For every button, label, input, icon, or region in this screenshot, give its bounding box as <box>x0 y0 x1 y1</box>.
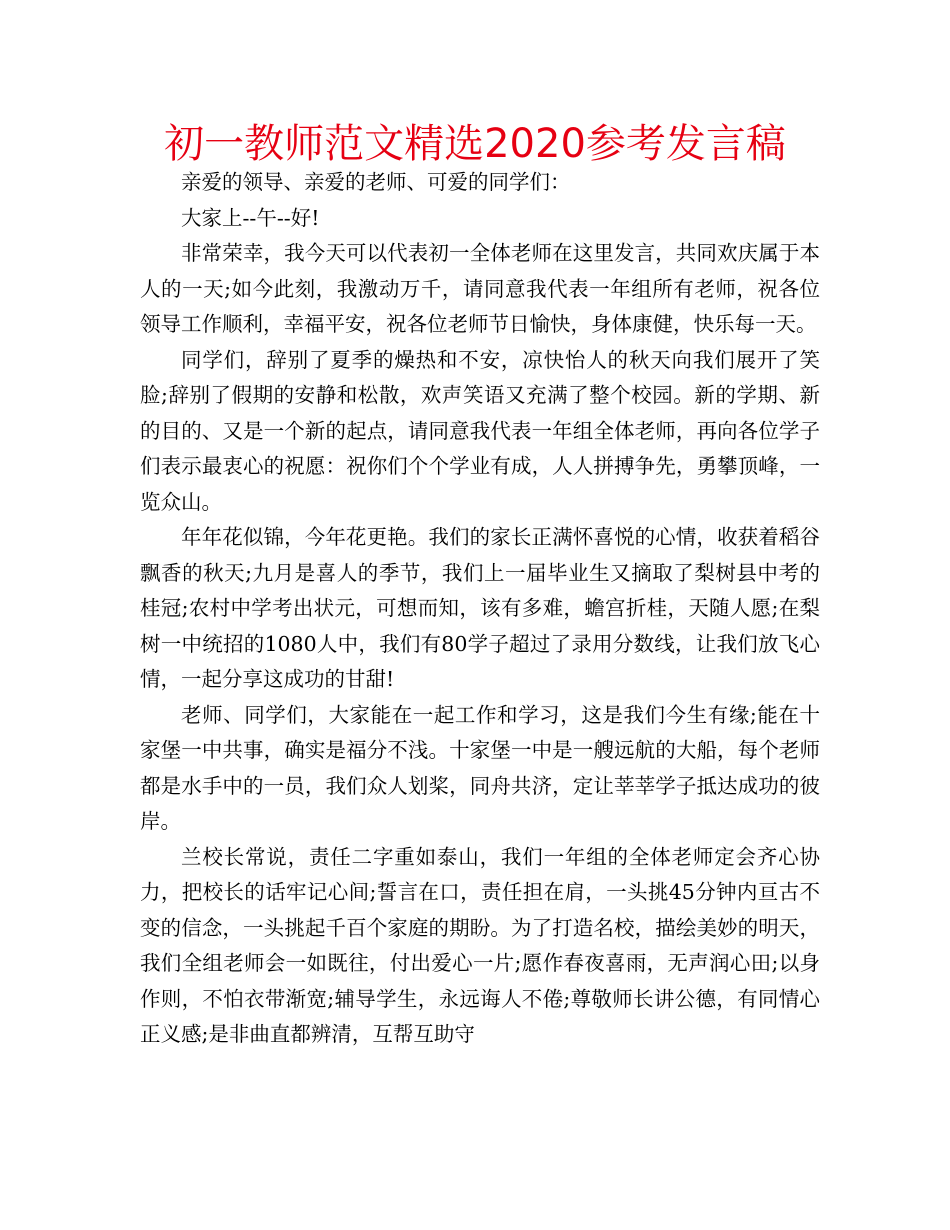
body-paragraph: 非常荣幸，我今天可以代表初一全体老师在这里发言，共同欢庆属于本人的一天;如今此刻，我激动万千，请同意我代表一年组所有老师，祝各位领导工作顺利，幸福平安，祝各位老师节日愉快，身体康健，快乐每一天。 <box>140 241 820 336</box>
document-title: 初一教师范文精选2020参考发言稿 <box>164 121 786 167</box>
body-paragraph: 年年花似锦，今年花更艳。我们的家长正满怀喜悦的心情，收获着稻谷飘香的秋天;九月是喜人的季节，我们上一届毕业生又摘取了梨树县中考的桂冠;农村中学考出状元，可想而知，该有多难，蟾宫折桂，天随人愿;在梨树一中统招的1080人中，我们有80学子超过了录用分数线，让我们放飞心情，一起分享这成功的甘甜! <box>140 525 820 691</box>
body-paragraph: 老师、同学们，大家能在一起工作和学习，这是我们今生有缘;能在十家堡一中共事，确实是福分不浅。十家堡一中是一艘远航的大船，每个老师都是水手中的一员，我们众人划桨，同舟共济，定让莘莘学子抵达成功的彼岸。 <box>140 702 820 833</box>
document-body <box>140 165 820 1053</box>
body-paragraph: 兰校长常说，责任二字重如泰山，我们一年组的全体老师定会齐心协力，把校长的话牢记心间;誓言在口，责任担在肩，一头挑45分钟内亘古不变的信念，一头挑起千百个家庭的期盼。为了打造名校，描绘美妙的明天，我们全组老师会一如既往，付出爱心一片;愿作春夜喜雨，无声润心田;以身作则，不怕衣带渐宽;辅导学生，永远诲人不倦;尊敬师长讲公德，有同情心正义感;是非曲直都辨清，互帮互助守 <box>140 844 820 1046</box>
salutation-paragraph: 大家上--午--好! <box>181 205 320 230</box>
greeting-paragraph: 亲爱的领导、亲爱的老师、可爱的同学们： <box>181 170 571 194</box>
body-paragraph: 同学们，辞别了夏季的燥热和不安，凉快怡人的秋天向我们展开了笑脸;辞别了假期的安静和松散，欢声笑语又充满了整个校园。新的学期、新的目的、又是一个新的起点，请同意我代表一年组全体老师，再向各位学子们表示最衷心的祝愿：祝你们个个学业有成，人人拼搏争先，勇攀顶峰，一览众山。 <box>140 347 820 514</box>
